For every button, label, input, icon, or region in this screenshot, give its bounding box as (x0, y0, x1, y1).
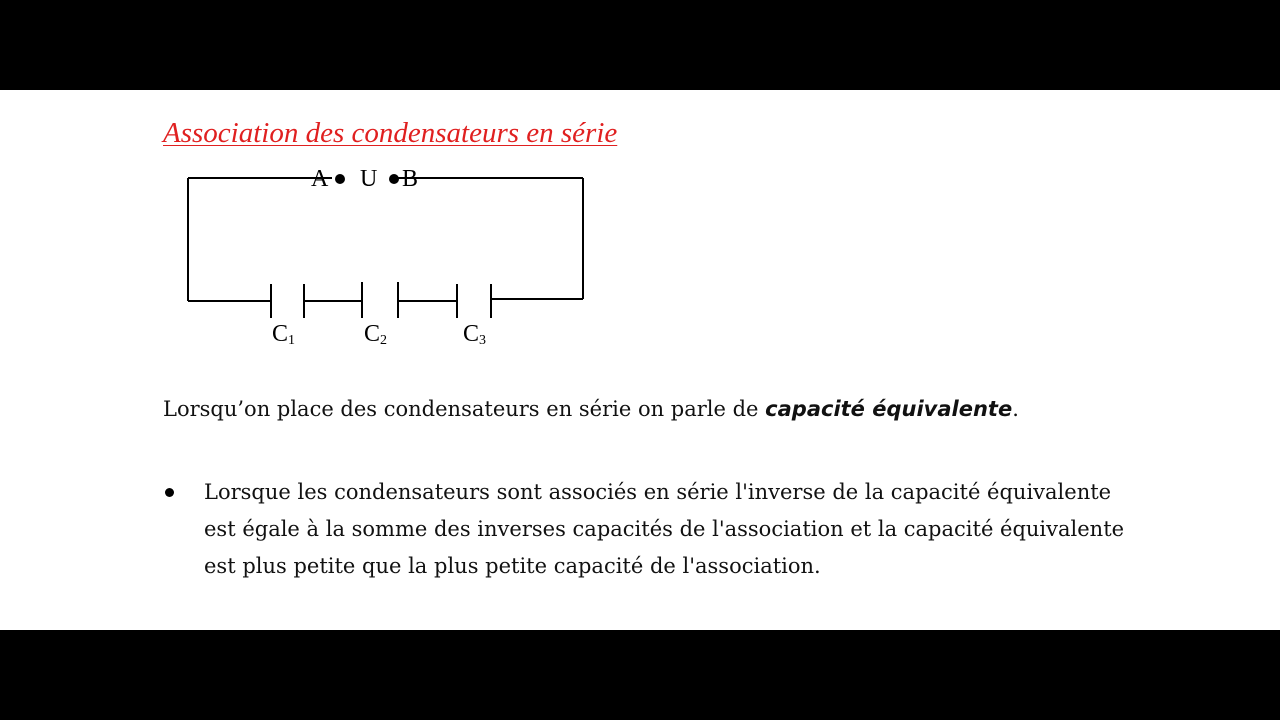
capacitor-label-c2: C2 (364, 321, 388, 348)
section-heading: Association des condensateurs en série (163, 117, 618, 149)
series-capacitor-circuit (0, 90, 700, 360)
voltage-label: U (360, 166, 378, 192)
bullet-list (163, 474, 1223, 585)
terminal-a-dot (335, 174, 345, 184)
bullet-item (163, 474, 1223, 585)
intro-emphasis: capacité équivalente (765, 397, 1013, 421)
terminal-b-dot (389, 174, 399, 184)
capacitor-label-c1: C1 (272, 321, 296, 348)
intro-period: . (1012, 397, 1019, 421)
terminal-b-label: B (402, 166, 419, 192)
intro-text: Lorsqu’on place des condensateurs en série on parle de (163, 397, 766, 421)
terminal-a-label: A (311, 166, 329, 192)
bullet-line: Lorsque les condensateurs sont associés en série l'inverse de la capacité équivalente (204, 480, 1112, 504)
document-page (0, 90, 1280, 630)
intro-paragraph (163, 397, 1019, 421)
capacitor-label-c3: C3 (463, 321, 487, 348)
bullet-line: est plus petite que la plus petite capacité de l'association. (204, 554, 821, 578)
bullet-dot-icon (165, 488, 174, 497)
bullet-line: est égale à la somme des inverses capacités de l'association et la capacité équivalente (204, 517, 1125, 541)
